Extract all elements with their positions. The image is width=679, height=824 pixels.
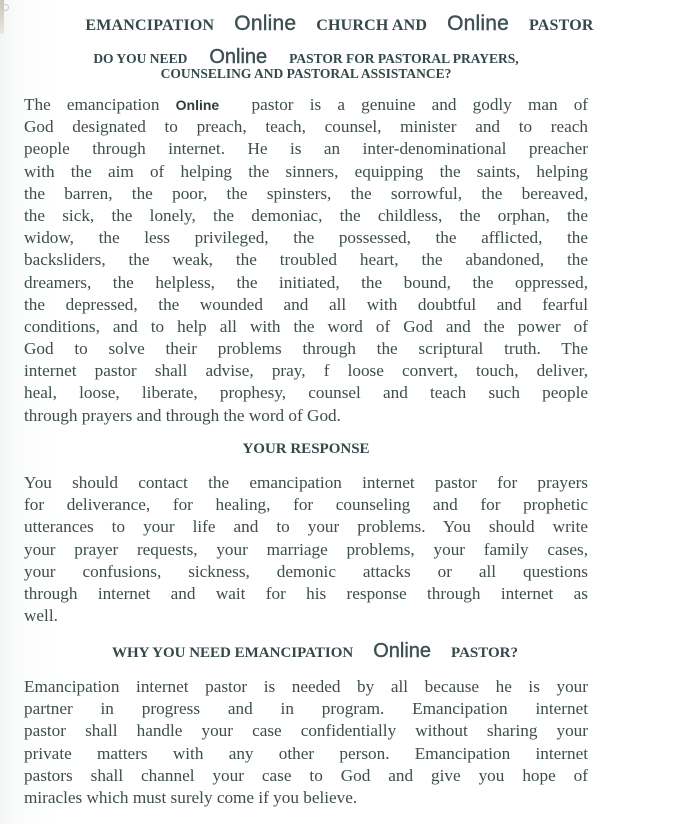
paragraph-line: conditions, and to help all with the word of God and the power of [24, 316, 588, 336]
paragraph-line: backsliders, the weak, the troubled heart, the abandoned, the [24, 250, 588, 270]
title-part-1: EMANCIPATION [85, 17, 215, 34]
paragraph-line: your confusions, sickness, demonic attacks or all questions [24, 561, 588, 581]
paragraph-line: dreamers, the helpless, the initiated, the bound, the oppressed, [24, 272, 588, 292]
subtitle-text: DO YOU NEED [93, 51, 188, 66]
paragraph-line: people through internet. He is an inter-denominational preacher [24, 139, 588, 159]
title-part-2: CHURCH AND [316, 17, 428, 34]
subtitle-line-2: COUNSELING AND PASTORAL ASSISTANCE? [160, 66, 452, 81]
paragraph-line: miracles which must surely come if you believe. [24, 787, 358, 807]
subtitle-text: PASTOR FOR PASTORAL PRAYERS, [289, 51, 519, 66]
paragraph-line: through prayers and through the word of God. [24, 405, 341, 425]
heading-text: WHY YOU NEED EMANCIPATION [111, 645, 354, 661]
paragraph-line [24, 94, 588, 116]
paragraph-line: partner in progress and in program. Emancipation internet [24, 699, 588, 719]
response-paragraph [24, 472, 588, 627]
title-online-2: Online [447, 12, 509, 35]
section-heading-why [0, 640, 630, 663]
paragraph-line: You should contact the emancipation internet pastor for prayers [24, 473, 588, 492]
paragraph-line: utterances to your life and to your problems. You should write [24, 517, 588, 537]
paragraph-line: well. [24, 606, 58, 626]
title-part-3: PASTOR [529, 17, 594, 34]
paragraph-line: your prayer requests, your marriage problems, your family cases, [24, 539, 588, 559]
intro-paragraph [24, 94, 588, 427]
paragraph-line: the depressed, the wounded and all with doubtful and fearful [24, 294, 588, 314]
paragraph-line: heal, loose, liberate, prophesy, counsel and teach such people [24, 383, 588, 403]
subtitle-online: Online [209, 46, 268, 68]
paragraph-line: for deliverance, for healing, for counseling and for prophetic [24, 495, 588, 515]
title-online-1: Online [234, 12, 297, 35]
intro-text: pastor is a genuine and godly man of [251, 95, 589, 114]
document-title [0, 12, 679, 36]
paragraph-line: internet pastor shall advise, pray, f loose convert, touch, deliver, [24, 361, 588, 381]
why-paragraph [24, 676, 588, 809]
intro-online: Online [175, 97, 220, 113]
corner-mark-icon [2, 4, 9, 11]
intro-text: The emancipation [24, 95, 160, 114]
paragraph-line: God to solve their problems through the scriptural truth. The [24, 339, 588, 359]
paragraph-line: private matters with any other person. Emancipation internet [24, 743, 588, 763]
paragraph-line: the barren, the poor, the spinsters, the sorrowful, the bereaved, [24, 183, 588, 203]
paragraph-line: widow, the less privileged, the possessed, the afflicted, the [24, 228, 588, 248]
paragraph-line: Emancipation internet pastor is needed by all because he is your [24, 677, 588, 696]
paragraph-line: through internet and wait for his response through internet as [24, 583, 588, 603]
section-heading-response: YOUR RESPONSE [242, 441, 370, 457]
paragraph-line: God designated to preach, teach, counsel, minister and to reach [24, 117, 588, 137]
heading-text: PASTOR? [451, 645, 519, 661]
paragraph-line: the sick, the lonely, the demoniac, the childless, the orphan, the [24, 205, 588, 225]
paragraph-line: pastor shall handle your case confidentially without sharing your [24, 721, 588, 741]
paragraph-line: pastors shall channel your case to God and give you hope of [24, 765, 588, 785]
heading-online: Online [373, 640, 432, 662]
paragraph-line: with the aim of helping the sinners, equipping the saints, helping [24, 161, 588, 181]
